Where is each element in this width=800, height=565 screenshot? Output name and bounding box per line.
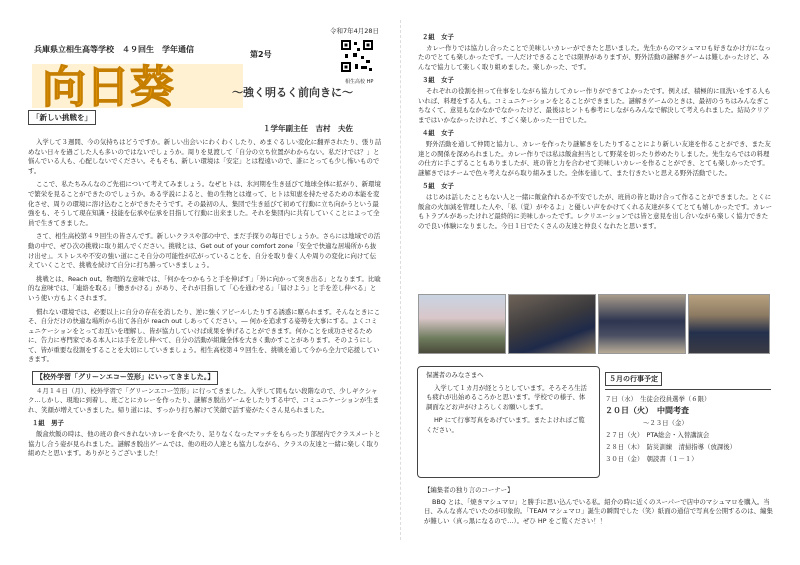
reports-column [418,30,773,235]
paragraph: さて、相生高校第４９回生の皆さんです。新しいクラスや部の中で、まだ手探りの毎日でしょうか。さらには地域での活動の中で、ぜひ次の挑戦に取り組んでください。挑戦とは、Get out of your comfort zone「安全で快適な居場所から抜け出せ」。ストレスや不安の強い道にこそ自分の可能性が広がっていることを、自分を取り巻く人や周りの変化に向けて伝えていくことで、挑戦を続けて自分に打ち勝っていきましょう。 [28,232,381,270]
paragraph: ここで、私たちみんなのご先祖について考えてみましょう。なぜヒトは、氷河期を生き延びて地球全体に拡がり、新環境で繁栄を見ることができたのでしょうか。ある学説によると、他の生物とは違って、ヒトは知恵を持たせるための本能を変化させ、周りの環境に溶け込むことができたそうです。その最初の人、集団で生き延びて初めて行動に立ち向かうという最強をも、そうして現在知識・技能を伝承や伝承を目指して行動に出来ました。それを集団内に共有していくことによって全員で生きてきました。 [28,180,381,227]
schedule-panel [605,366,771,465]
group5-text: はじめは話したこともない人と一緒に飯盒作れるか不安でしたが、班員の皆と助け合って作ることができました。とくに飯盒の火加減を管理した人や、「私（覚）がやるよ」と優しい声をかけてくれる友達が多くてとても嬉しかったです。カレーもトラブルがあったけれど最終的に美味しかったです。レクリエーションでは皆と意見を出し合いながら楽しく協力できたので良い体験になりました。今日１日でたくさんの友達と仲良くなれたと思います。 [418,192,773,230]
photo-strip [418,294,768,356]
article-heading: 「新しい挑戦を」 [28,110,96,125]
paragraph: 入学して３週間、今の気持ちはどうですか。新しい出会いにわくわくしたり、めまぐるしい変化に翻弄されたり、張り詰めない日々を過ごした人も多いのではないでしょうか。周りを見渡して「自分の立ち位置がわからない。私だけでは？」と悩んでいる人も、心配しないでください。そもそも、新しい環境は「安定」とは程遠いので、誰にとっても少し怖いものです。 [28,138,382,175]
schedule-row: ２８日（木） 防災訓練 清掃指導（放課後） [605,443,737,451]
article-body [28,138,382,463]
photo-cooking [508,294,596,354]
group4-heading: ４組 女子 [422,129,454,138]
column-divider [400,20,401,540]
photo-students-table [598,294,686,354]
group2-heading: ２組 女子 [422,33,454,41]
qr-pattern [339,38,375,74]
paragraph: 挑戦とは、Reach out。物理的な意味では、「何かをつかもうと手を伸ばす」「外に向かって突き出る」となります。比喩的な意味では、「連絡を取る」「働きかける」があり、それが目指して「心を通わせる」「届けよう」と手を差し伸べる」という使い方もよくされます。 [28,274,381,302]
schedule-divider [605,389,771,390]
group1-heading: １組 男子 [32,419,64,428]
group2-text: カレー作りでは協力し合ったことで美味しいカレーができたと思いました。先生からのマシュマロも好きなかけ方になったのでとても楽しかったです。一人だけできることでは限界がありますが、野外活動の謎解きゲームは難しかったけど、みんなで協力して楽しく取り組めました。楽しかった、です。 [418,43,771,71]
editor-text: BBQ とは、「焼きマシュマロ」と勝手に思い込んでいる私。紹介の時に近くのスーパーで店中のマシュマロを購入。当日、みんな喜んでいたのが印象的。「TEAM マシュマロ」誕生の瞬間でした（笑）紙面の通信で写真を公開するのは、編集が難しい（真っ黒になるので…）。ぜひ HP をご覧ください！！ [424,497,773,525]
school-trip-heading: 【校外学習「グリーンエコー笠形」にいってきました。】 [32,371,218,385]
school-trip-text: ４月１４日（月）、校外学習で「グリーンエコー笠形」に行ってきました。入学して間もない段階なので、少しギクシャク…しかし、現地に到着し、班ごとにカレーを作ったり、謎解き脱出ゲームをしたりする中で、コミュニケーションが生まれ、笑顔が増えていきました。帰り道には、すっかり打ち解けて笑顔で話す姿がたくさん見られました。 [28,386,379,414]
subtitle: ～強く明るく前向きに～ [232,86,353,99]
schedule-row: ７日（水） 生徒会役員選挙（６限） [605,395,711,403]
qr-caption: 相生高校 HP [345,79,374,85]
group5-heading: ５組 女子 [422,182,454,191]
schedule-row: ２７日（火） PTA総会・入替講演会 [605,431,710,439]
title-logo [30,62,245,110]
qr-code-icon[interactable] [339,38,375,74]
schedule-row: ～２３日（金） [643,419,688,427]
parents-text-hp: HP にて行事写真をあげています。またよければご覧ください。 [426,416,585,434]
photo-group [688,294,770,354]
parents-box [417,366,600,478]
schedule-row-exam: ２０日（火） 中間考査 [605,406,689,415]
group3-text: それぞれの役割を担って仕事をしながら協力してカレー作りができてよかったです。例えば、積極的に皿洗いをする人もいれば、料理をする人も。コミュニケーションをとることができました。謎解きゲームのときは、最初のうちはみんなぎこちなくて、意見もなかなかでなかったけど、最後はヒントも参考にしながらみんなで解決して考えられました。結局クリアまではいかなかったけれど、すごく楽しかった一日でした。 [418,86,771,124]
title-text: 向日葵 [42,62,174,110]
schedule-title: ５月の行事予定 [605,372,662,386]
article-author: １学年副主任 吉村 夫佐 [263,124,353,133]
schedule-row: ３０日（金） 朝読書（１－１） [605,455,698,463]
school-name: 兵庫県立相生高等学校 ４９回生 学年通信 [34,45,194,54]
editor-corner [424,486,774,530]
issue-number: 第2号 [250,50,272,59]
group4-text: 野外活動を通して仲間と協力し、カレーを作ったり謎解きをしたりすることにより新しい友達を作ることができ、また友達との関係を深められました。カレー作りでは私は飯盒担当として野菜を切ったり炒めたりしました。先生ならではの料理の仕方に手こずることもありましたが、班の皆と力を合わせて美味しいカレーを作ることができ、とても楽しかったです。謎解きではチームで色々考えながら取り組みました。全体を通して、また行きたいと思える野外活動でした。 [418,139,771,177]
parents-title: 保護者のみなさまへ [426,371,484,379]
issue-date: 令和7年4月28日 [330,27,380,35]
group1-text: 飯盒炊飯の時は、他の班の食べきれないカレーを食べたり、足りなくなったマッチをもらったり部屋内でクラスメートと協力し合う姿が見られました。謎解き脱出ゲームでは、他の班の人達とも協力しながら、クラスの友達と一緒に楽しく取り組めたと思います。ありがとうございました！ [28,430,381,458]
photo-trees [418,294,506,354]
group3-heading: ３組 女子 [422,76,454,85]
parents-text: 入学して１カ月が経とうとしています。そろそろ生活も疲れが出始めるころかと思います。学校での様子、体調面などお声がけよろしくお願いします。 [426,383,587,411]
editor-title: 【編集者の独り言のコーナー】 [424,486,514,494]
paragraph: 慣れない環境では、必要以上に自分の存在を消したり、逆に強くアピールしたりする誘惑に駆られます。そんなときにこそ、自分だけの快適な場所から出て各自が reach out しあってください。― 何かを追求する姿勢を大事にする。よくコミュニケーションをとってお互いを理解し、皆が協力していけば成果を挙げることができます。何かことを成功させるために、告力に専門家である本人には手を差し伸べて、自分の活動が組織全体を大きく動かすことがあります。そのようにして、皆が重要な役割をすることを大切にしていきましょう。相生高校第４９回生を、挑戦を通して今から全力で応援していきます。 [28,307,381,364]
